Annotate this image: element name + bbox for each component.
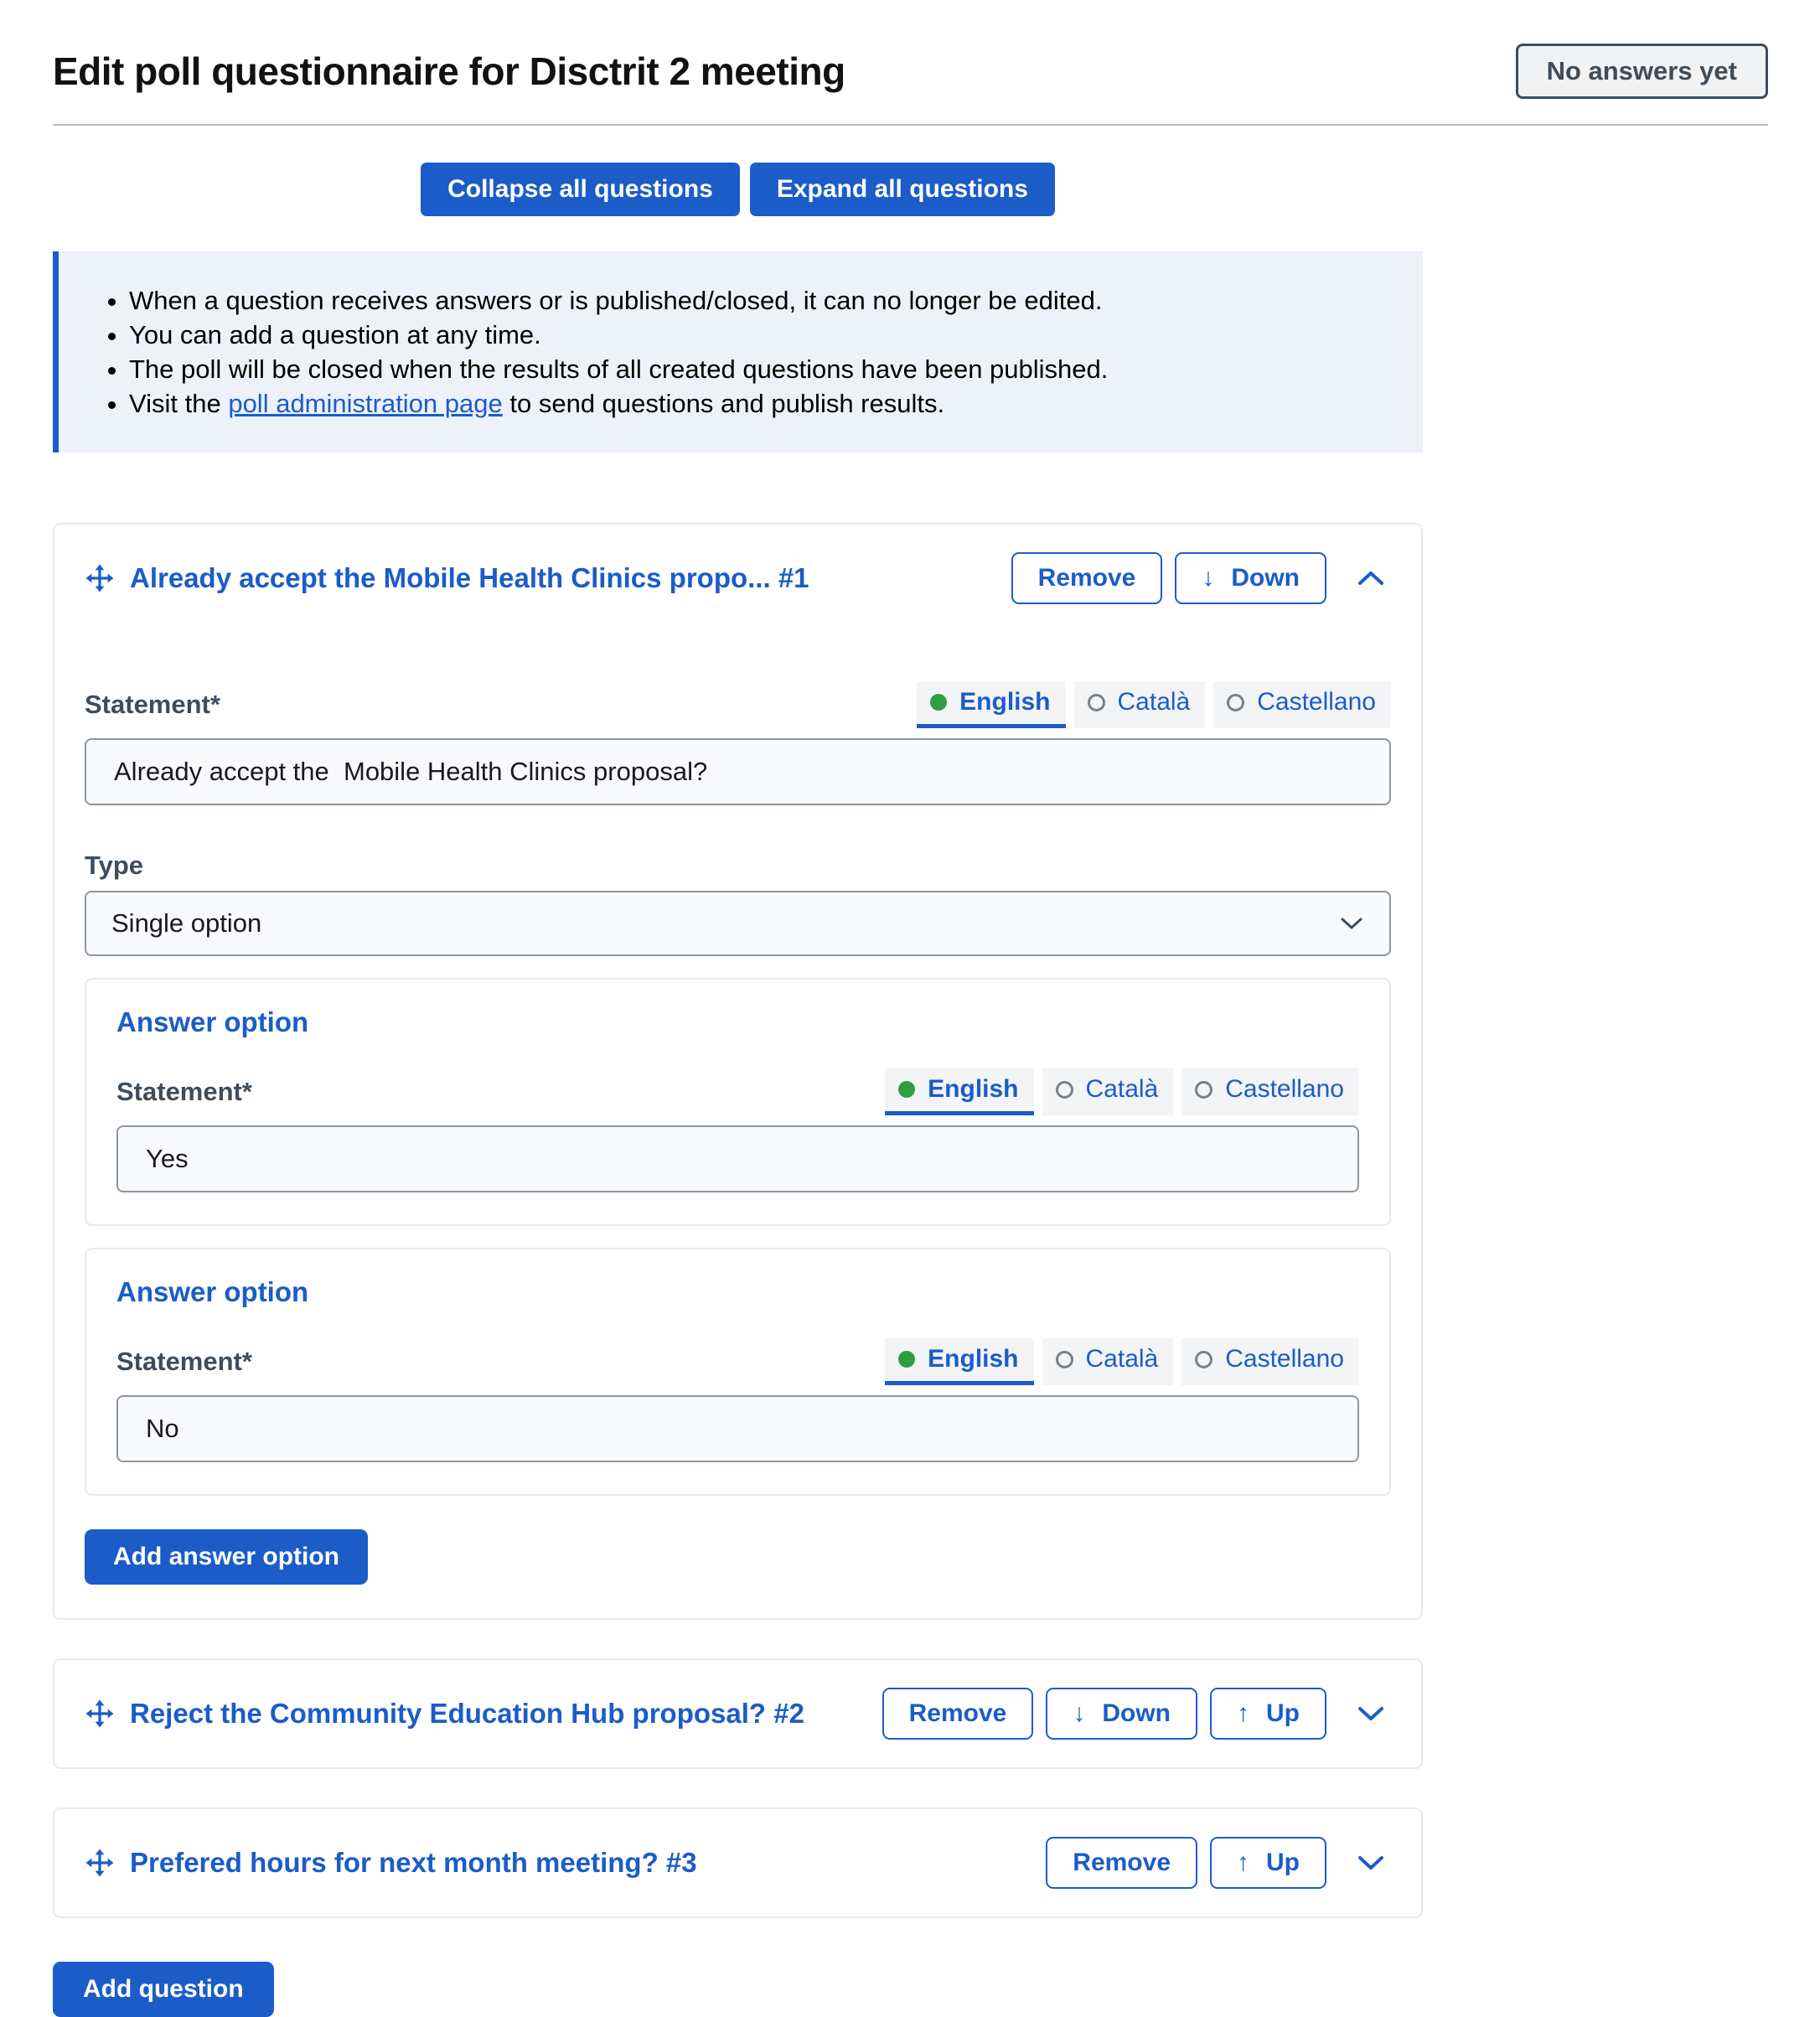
- language-tab-catala[interactable]: [1042, 1338, 1174, 1385]
- up-arrow-icon: ↑: [1237, 1699, 1249, 1727]
- drag-handle-icon[interactable]: [85, 1699, 115, 1729]
- poll-administration-link[interactable]: poll administration page: [228, 389, 503, 418]
- question-3-header: [85, 1837, 1391, 1889]
- inactive-language-dot-icon: [1227, 694, 1244, 711]
- language-tab-label: Català: [1085, 1075, 1159, 1103]
- question-1-statement-input[interactable]: [85, 738, 1391, 805]
- chevron-up-icon: [1356, 568, 1386, 588]
- language-tab-english[interactable]: [885, 1338, 1033, 1385]
- callout-item: • When a question receives answers or is published/closed, it can no longer be edited.: [129, 283, 1384, 318]
- question-1-collapse-toggle[interactable]: [1351, 563, 1391, 593]
- question-2-down-button[interactable]: [1046, 1688, 1197, 1740]
- drag-handle-icon[interactable]: [85, 1848, 115, 1878]
- language-tab-label: Català: [1117, 688, 1191, 716]
- inactive-language-dot-icon: [1088, 694, 1105, 711]
- callout-item: • You can add a question at any time.: [129, 318, 1384, 352]
- question-2-remove-button[interactable]: Remove: [882, 1688, 1034, 1740]
- answer-option-heading: Answer option: [116, 1006, 309, 1037]
- language-tab-catala[interactable]: [1042, 1068, 1174, 1115]
- answer-option-box-1: [85, 978, 1391, 1226]
- language-tab-english[interactable]: [917, 681, 1065, 728]
- up-arrow-icon: ↑: [1237, 1849, 1249, 1876]
- active-language-dot-icon: [898, 1081, 915, 1098]
- page-header: [53, 44, 1768, 99]
- question-2-up-button[interactable]: [1210, 1688, 1326, 1740]
- up-button-label: Up: [1266, 1699, 1300, 1727]
- language-tab-english[interactable]: [885, 1068, 1033, 1115]
- statement-field-row: [85, 681, 1391, 728]
- language-tab-label: Català: [1085, 1345, 1159, 1373]
- answer-option-1-statement-input[interactable]: [116, 1125, 1359, 1192]
- up-button-label: Up: [1266, 1849, 1300, 1876]
- language-tabs: [885, 1068, 1359, 1115]
- language-tab-label: Castellano: [1225, 1345, 1344, 1373]
- language-tabs: [917, 681, 1391, 728]
- inactive-language-dot-icon: [1195, 1351, 1212, 1368]
- question-3-title[interactable]: Prefered hours for next month meeting? #3: [130, 1847, 697, 1878]
- statement-label: Statement*: [116, 1347, 252, 1376]
- info-callout-list: [97, 283, 1384, 421]
- language-tab-castellano[interactable]: [1181, 1338, 1359, 1385]
- question-3-expand-toggle[interactable]: [1351, 1848, 1391, 1878]
- chevron-down-icon: [1356, 1704, 1386, 1724]
- active-language-dot-icon: [898, 1351, 915, 1368]
- down-arrow-icon: ↓: [1073, 1699, 1086, 1727]
- answer-option-2-statement-input[interactable]: [116, 1395, 1359, 1462]
- add-answer-option-button[interactable]: Add answer option: [85, 1529, 368, 1585]
- question-3-remove-button[interactable]: Remove: [1046, 1837, 1197, 1889]
- callout-item: • The poll will be closed when the results of all created questions have been published.: [129, 352, 1384, 386]
- question-1-type-select[interactable]: [85, 891, 1391, 956]
- statement-field-row: [116, 1068, 1359, 1115]
- drag-handle-icon[interactable]: [85, 563, 115, 593]
- answer-option-heading: Answer option: [116, 1276, 309, 1307]
- inactive-language-dot-icon: [1056, 1351, 1073, 1368]
- statement-label: Statement*: [116, 1077, 252, 1106]
- question-1-remove-button[interactable]: Remove: [1011, 552, 1163, 604]
- down-button-label: Down: [1102, 1699, 1171, 1727]
- inactive-language-dot-icon: [1056, 1081, 1073, 1099]
- question-card-2: [53, 1658, 1423, 1769]
- statement-field-row: [116, 1338, 1359, 1385]
- question-1-title[interactable]: Already accept the Mobile Health Clinics propo... #1: [130, 562, 809, 593]
- language-tab-castellano[interactable]: [1213, 681, 1391, 728]
- question-2-title[interactable]: Reject the Community Education Hub proposal? #2: [130, 1698, 804, 1729]
- questions-toolbar: [53, 163, 1423, 216]
- chevron-down-icon: [1356, 1853, 1386, 1873]
- language-tab-label: Castellano: [1257, 688, 1376, 716]
- header-divider: [53, 124, 1768, 126]
- language-tab-label: Castellano: [1225, 1075, 1344, 1103]
- language-tabs: [885, 1338, 1359, 1385]
- statement-label: Statement*: [85, 690, 220, 719]
- question-2-expand-toggle[interactable]: [1351, 1699, 1391, 1729]
- question-2-header: [85, 1688, 1391, 1740]
- language-tab-label: English: [959, 688, 1051, 716]
- type-select-value: Single option: [111, 908, 262, 938]
- content-column: [53, 163, 1423, 2017]
- page-title: Edit poll questionnaire for Disctrit 2 meeting: [53, 49, 845, 93]
- info-callout: [53, 251, 1423, 453]
- expand-all-button[interactable]: Expand all questions: [750, 163, 1055, 216]
- down-button-label: Down: [1231, 564, 1300, 592]
- active-language-dot-icon: [930, 694, 947, 711]
- question-1-header: [85, 552, 1391, 604]
- question-card-1: [53, 523, 1423, 1620]
- type-label: Type: [85, 851, 144, 880]
- language-tab-label: English: [928, 1075, 1019, 1103]
- question-1-down-button[interactable]: [1175, 552, 1326, 604]
- question-1-actions: [1011, 552, 1391, 604]
- add-question-button[interactable]: Add question: [53, 1962, 274, 2017]
- no-answers-badge: No answers yet: [1516, 44, 1768, 99]
- question-card-3: [53, 1808, 1423, 1918]
- inactive-language-dot-icon: [1195, 1081, 1212, 1099]
- language-tab-label: English: [928, 1345, 1019, 1373]
- language-tab-castellano[interactable]: [1181, 1068, 1359, 1115]
- question-3-up-button[interactable]: [1210, 1837, 1326, 1889]
- chevron-down-icon: [1339, 916, 1364, 931]
- question-2-actions: [882, 1688, 1391, 1740]
- collapse-all-button[interactable]: Collapse all questions: [421, 163, 740, 216]
- callout-text: to send questions and publish results.: [502, 389, 945, 418]
- language-tab-catala[interactable]: [1074, 681, 1206, 728]
- question-3-actions: [1046, 1837, 1391, 1889]
- down-arrow-icon: ↓: [1202, 564, 1215, 592]
- callout-item: [129, 386, 1384, 421]
- callout-text: Visit the: [129, 389, 229, 418]
- answer-option-box-2: [85, 1248, 1391, 1496]
